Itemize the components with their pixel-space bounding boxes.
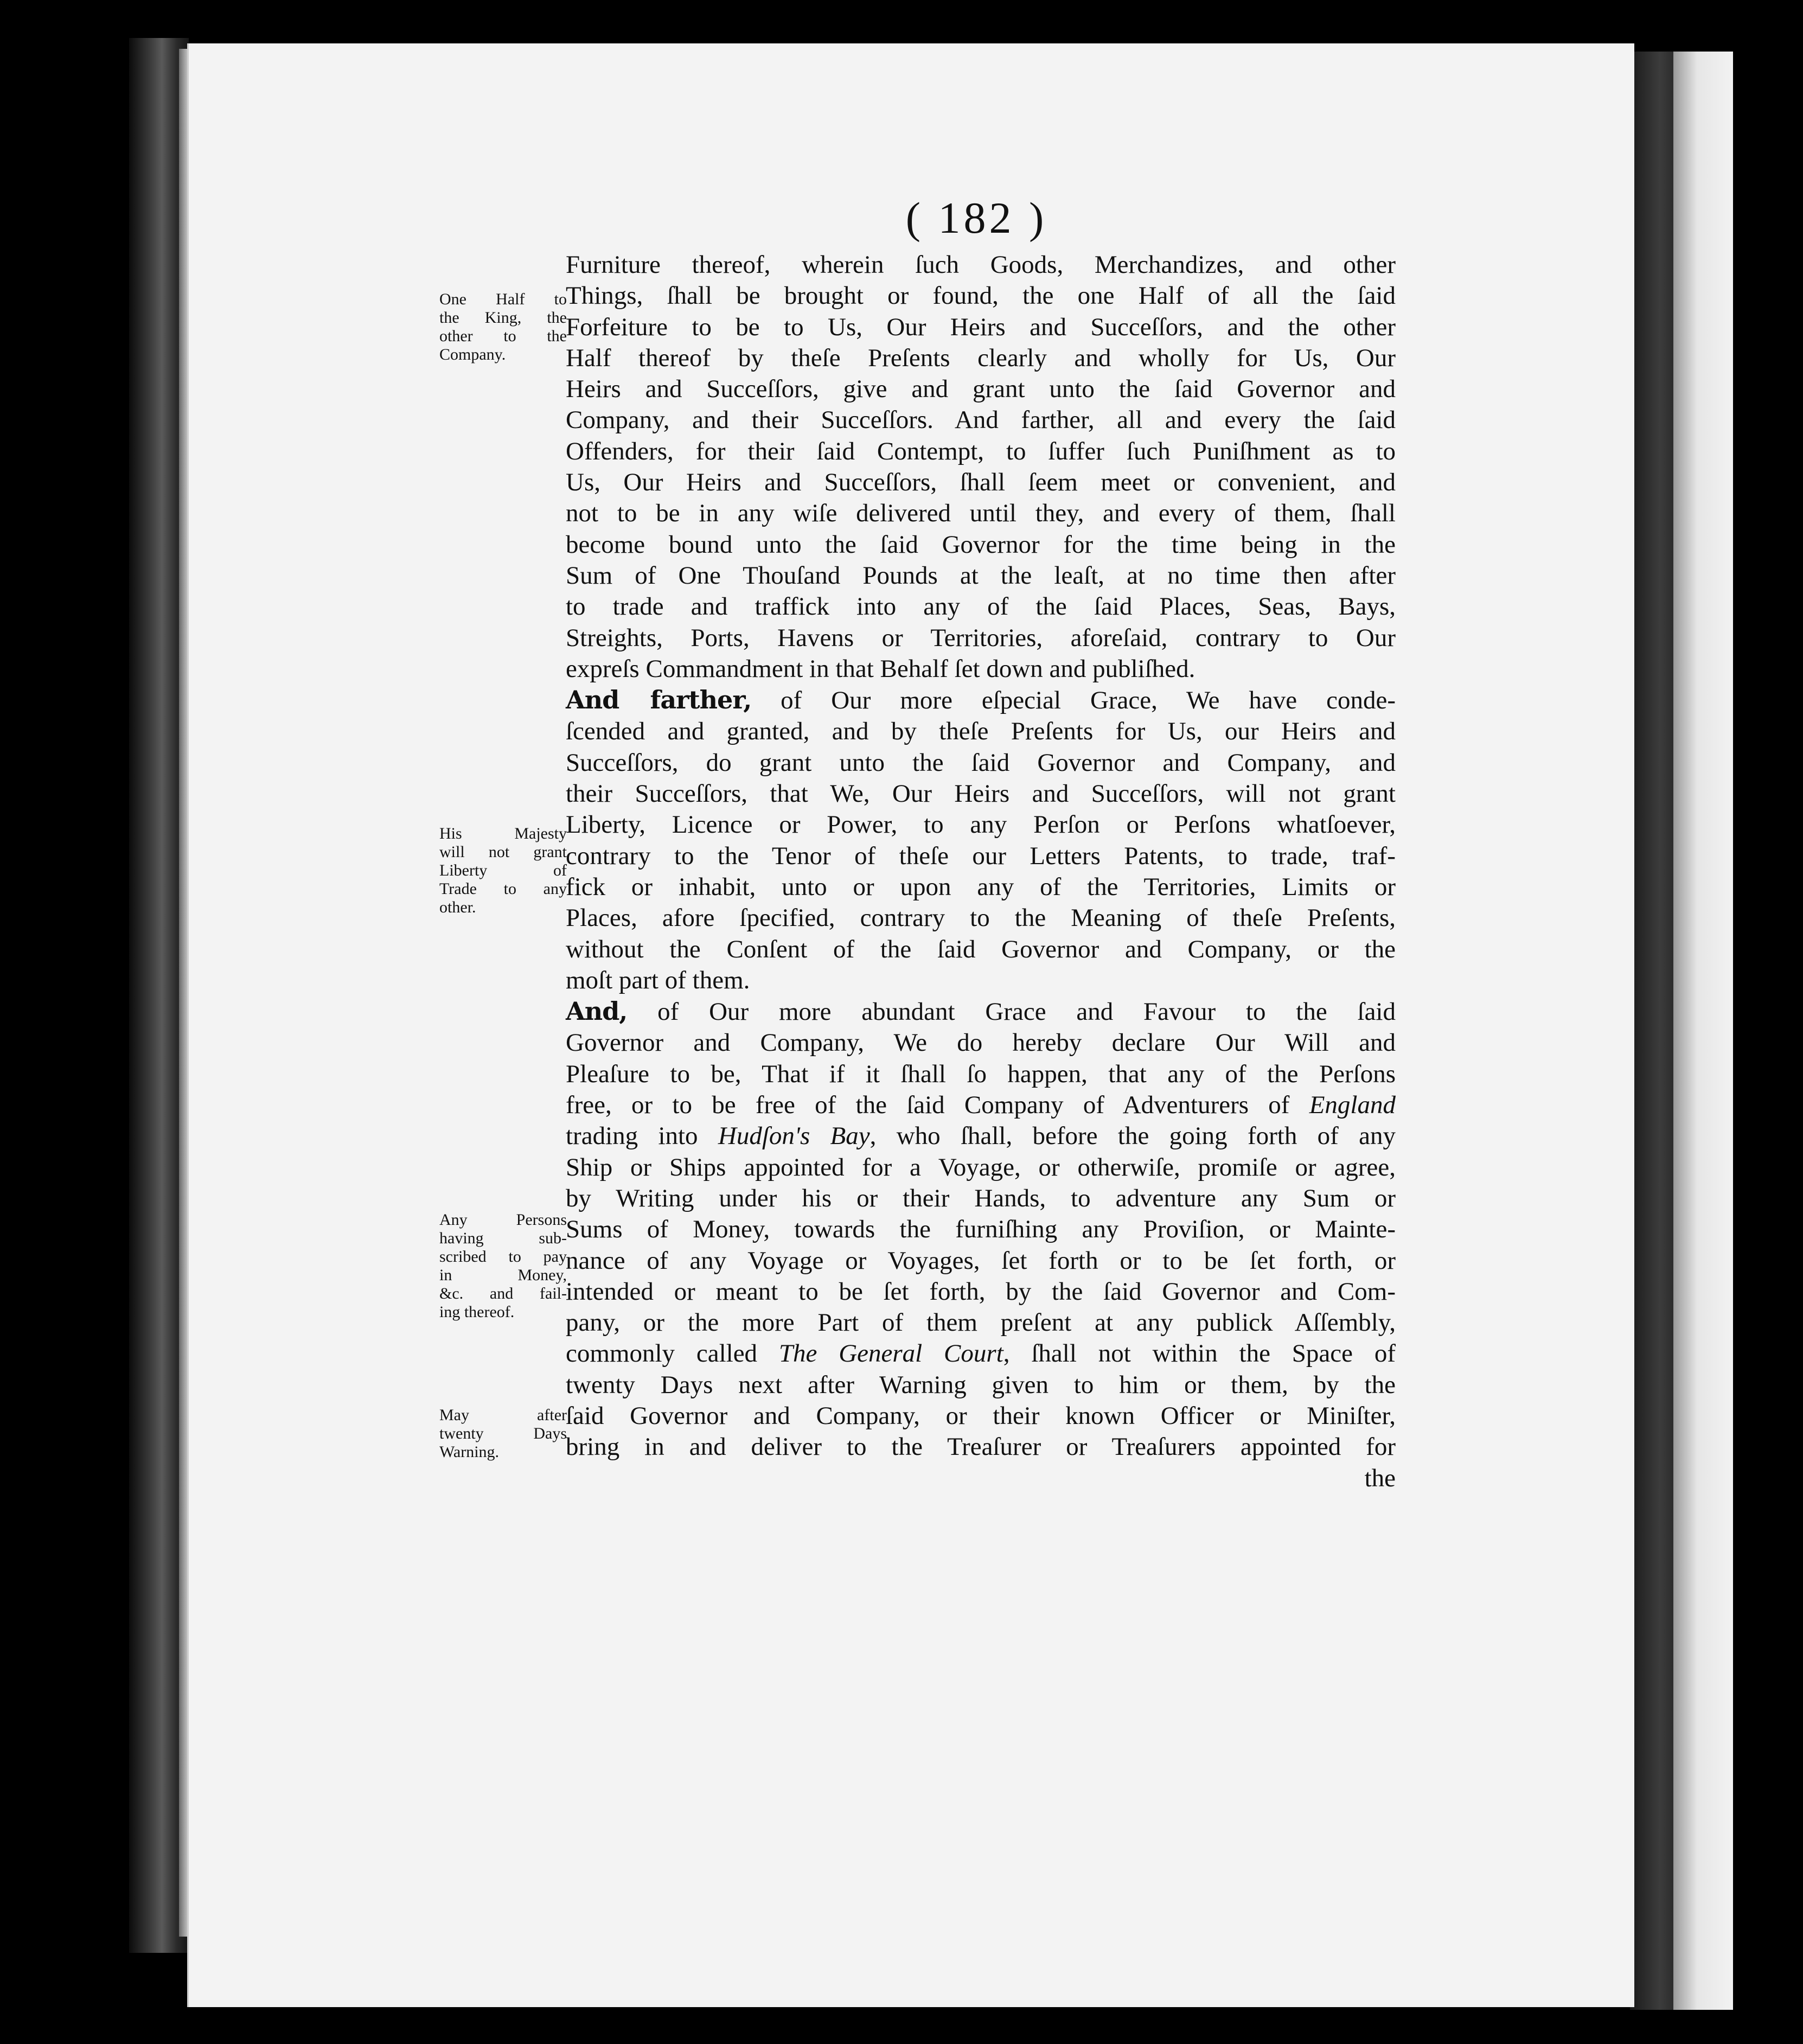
text-line: ſaid Governor and Company, or their known Officer or Miniſter, (566, 1401, 1396, 1430)
body-text (566, 250, 1396, 1494)
italic-run: The General Court (778, 1339, 1003, 1368)
text-line: twenty Days next after Warning given to him or them, by the (566, 1370, 1396, 1399)
text-line: contrary to the Tenor of theſe our Letters Patents, to trade, traf- (566, 841, 1396, 870)
margin-note-line: other. (439, 898, 476, 916)
paragraph-3-first-line (566, 996, 1396, 1027)
page-number: ( 182 ) (905, 193, 1047, 242)
text-line: to trade and traffick into any of the ſaid Places, Seas, Bays, (566, 592, 1396, 621)
margin-note-line: His Majesty (439, 825, 567, 842)
margin-note-1 (439, 290, 567, 364)
text-line: Things, ſhall be brought or found, the one Half of all the ſaid (566, 282, 1396, 310)
text-line: fick or inhabit, unto or upon any of the Territories, Limits or (566, 872, 1396, 901)
margin-note-line: other to the (439, 327, 567, 345)
text-line: Furniture thereof, wherein ſuch Goods, Merchandizes, and other (566, 251, 1396, 279)
margin-note-line: the King, the (439, 309, 567, 327)
text-line (566, 1090, 1396, 1121)
italic-run: England (1309, 1091, 1396, 1120)
paragraph-1 (566, 250, 1396, 685)
text-line: Streights, Ports, Havens or Territories, aforeſaid, contrary to Our (566, 623, 1396, 652)
margin-note-line: twenty Days (439, 1425, 567, 1442)
italic-run: Hudſon's Bay (718, 1122, 870, 1151)
text-run: , who ſhall, before the going forth of any (869, 1122, 1396, 1151)
text-line: Company, and their Succeſſors. And farther, all and every the ſaid (566, 406, 1396, 435)
text-line (566, 1121, 1396, 1152)
text-run: of Our more eſpecial Grace, We have conde- (751, 686, 1396, 715)
text-line: Ship or Ships appointed for a Voyage, or otherwiſe, promiſe or agree, (566, 1153, 1396, 1181)
text-line: moſt part of them. (566, 966, 750, 994)
blackletter-lead: And, (566, 997, 628, 1026)
margin-note-line: Any Persons (439, 1211, 567, 1229)
text-line: without the Conſent of the ſaid Governor and Company, or the (566, 935, 1396, 963)
text-line: intended or meant to be ſet forth, by the ſaid Governor and Com- (566, 1277, 1396, 1306)
text-run: trading into (566, 1122, 718, 1151)
text-line: Sums of Money, towards the furniſhing any Proviſion, or Mainte- (566, 1215, 1396, 1244)
text-run: , ſhall not within the Space of (1003, 1339, 1396, 1368)
text-line: not to be in any wiſe delivered until they, and every of them, ſhall (566, 499, 1396, 528)
text-line: by Writing under his or their Hands, to adventure any Sum or (566, 1184, 1396, 1212)
paragraph-2 (566, 716, 1396, 996)
margin-note-line: having sub- (439, 1229, 567, 1247)
margin-note-line: ing thereof. (439, 1303, 515, 1321)
margin-note-line: &c. and fail- (439, 1285, 567, 1302)
paragraph-3-part-b (566, 1152, 1396, 1339)
text-line: expreſs Commandment in that Behalf ſet down and publiſhed. (566, 654, 1195, 683)
margin-note-line: May after (439, 1406, 567, 1424)
text-line: Places, afore ſpecified, contrary to the Meaning of theſe Preſents, (566, 904, 1396, 932)
margin-note-4 (439, 1406, 567, 1461)
paragraph-2-first-line (566, 685, 1396, 716)
text-line: Offenders, for their ſaid Contempt, to ſuffer ſuch Puniſhment as to (566, 437, 1396, 465)
margin-note-line: in Money, (439, 1266, 567, 1284)
text-line (566, 1338, 1396, 1369)
text-line: nance of any Voyage or Voyages, ſet forth or to be ſet forth, or (566, 1246, 1396, 1275)
text-line: Us, Our Heirs and Succeſſors, ſhall ſeem meet or convenient, and (566, 468, 1396, 497)
margin-note-line: will not grant (439, 843, 567, 861)
text-run: commonly called (566, 1339, 779, 1368)
text-line: Forfeiture to be to Us, Our Heirs and Succeſſors, and the other (566, 312, 1396, 341)
text-line: Succeſſors, do grant unto the ſaid Governor and Company, and (566, 748, 1396, 777)
blackletter-lead: And farther, (566, 685, 752, 715)
margin-note-line: Company. (439, 346, 506, 363)
margin-note-line: Liberty of (439, 861, 567, 879)
margin-note-line: One Half to (439, 290, 567, 308)
catchword: the (1364, 1464, 1396, 1492)
text-line: their Succeſſors, that We, Our Heirs and Succeſſors, will not grant (566, 780, 1396, 808)
paragraph-3-part-a (566, 1027, 1396, 1090)
text-line: ſcended and granted, and by theſe Preſents for Us, our Heirs and (566, 717, 1396, 746)
margin-note-3 (439, 1211, 567, 1321)
margin-note-line: Warning. (439, 1443, 500, 1461)
text-line: pany, or the more Part of them preſent at any publick Aſſembly, (566, 1308, 1396, 1337)
text-line: become bound unto the ſaid Governor for the time being in the (566, 530, 1396, 559)
text-line: Half thereof by theſe Preſents clearly and wholly for Us, Our (566, 343, 1396, 372)
next-page-edge (1673, 52, 1733, 2010)
text-line: Sum of One Thouſand Pounds at the leaſt, at no time then after (566, 561, 1396, 590)
text-line: Liberty, Licence or Power, to any Perſon or Perſons whatſoever, (566, 810, 1396, 839)
text-run: of Our more abundant Grace and Favour to the ſaid (627, 998, 1396, 1026)
margin-note-2 (439, 825, 567, 917)
text-line: bring in and deliver to the Treaſurer or Treaſurers appointed for (566, 1433, 1396, 1461)
text-line: Pleaſure to be, That if it ſhall ſo happen, that any of the Perſons (566, 1059, 1396, 1088)
paragraph-3-part-c (566, 1370, 1396, 1463)
margin-note-line: Trade to any (439, 880, 567, 898)
text-run: free, or to be free of the ſaid Company of Adventurers of (566, 1091, 1309, 1120)
text-line: Governor and Company, We do hereby declare Our Will and (566, 1029, 1396, 1057)
text-line: Heirs and Succeſſors, give and grant unto the ſaid Governor and (566, 375, 1396, 404)
margin-note-line: scribed to pay (439, 1248, 567, 1266)
